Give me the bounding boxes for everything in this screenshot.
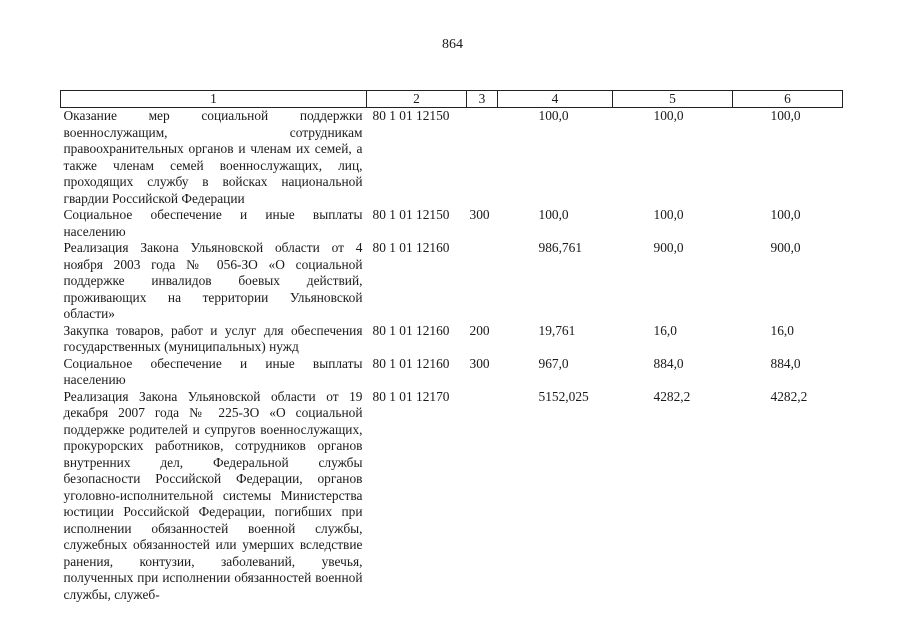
value-col-4: 100,0: [538, 108, 569, 123]
col-header-1: 1: [61, 91, 367, 108]
value-col-6: 4282,2: [770, 388, 808, 404]
table-row: [61, 240, 843, 323]
table-row: [61, 323, 843, 356]
expense-type: [467, 240, 498, 323]
target-code: 80 1 01 12160: [372, 322, 450, 338]
table-row: [61, 108, 843, 208]
value-col-4: 5152,025: [538, 388, 589, 404]
value-col-5: 100,0: [653, 207, 684, 222]
row-description: Социальное обеспечение и иные выплаты населению: [63, 207, 363, 239]
row-description: Закупка товаров, работ и услуг для обеспечения государственных (муниципальных) нужд: [63, 322, 363, 354]
table-row: [61, 207, 843, 240]
value-col-6: 100,0: [770, 207, 801, 222]
col-header-2: 2: [367, 91, 467, 108]
value-col-6: 100,0: [770, 108, 801, 123]
value-col-6: 16,0: [770, 322, 794, 338]
value-col-4: 19,761: [538, 322, 576, 338]
value-col-4: 986,761: [538, 240, 583, 255]
value-col-4: 967,0: [538, 355, 569, 371]
row-description: Оказание мер социальной поддержки военнослужащим, сотрудникам правоохранительных органов и членам их семей, а также членам семей военнослужащих, лиц, проходящих службу в войсках национальной гвардии Российской Федерации: [63, 108, 363, 206]
target-code: 80 1 01 12160: [372, 240, 450, 255]
expense-type: 300: [469, 355, 490, 371]
value-col-5: 900,0: [653, 240, 684, 255]
value-col-6: 900,0: [770, 240, 801, 255]
value-col-6: 884,0: [770, 355, 801, 371]
target-code: 80 1 01 12170: [372, 388, 450, 404]
page-number: 864: [442, 37, 463, 52]
target-code: 80 1 01 12150: [372, 207, 450, 222]
col-header-3: 3: [467, 91, 498, 108]
row-description: Социальное обеспечение и иные выплаты населению: [63, 355, 363, 387]
table-row: [61, 356, 843, 389]
value-col-4: 100,0: [538, 207, 569, 222]
value-col-5: 4282,2: [653, 388, 691, 404]
value-col-5: 16,0: [653, 322, 677, 338]
col-header-6: 6: [733, 91, 843, 108]
budget-table: [60, 90, 843, 603]
header-row: [61, 91, 843, 108]
value-col-5: 100,0: [653, 108, 684, 123]
table-row: [61, 389, 843, 604]
expense-type: [467, 389, 498, 604]
expense-type: [467, 108, 498, 208]
expense-type: 200: [469, 322, 490, 338]
col-header-5: 5: [613, 91, 733, 108]
row-description: Реализация Закона Ульяновской области от 19 декабря 2007 года № 225-ЗО «О социальной поддержке родителей и супругов военнослужащих, прокурорских работников, сотрудников органов внутренних дел, Федеральной службы безопасности Российской Федерации, органов уголовно-исполнительной системы Министерства юстиции Российской Федерации, погибших при исполнении обязанностей военной службы, служебных обязанностей или умерших вследствие ранения, контузии, заболеваний, увечья, полученных при исполнении обязанностей военной службы, служеб-: [63, 388, 363, 602]
target-code: 80 1 01 12160: [372, 355, 450, 371]
expense-type: 300: [469, 207, 490, 222]
target-code: 80 1 01 12150: [372, 108, 450, 123]
col-header-4: 4: [498, 91, 613, 108]
value-col-5: 884,0: [653, 355, 684, 371]
row-description: Реализация Закона Ульяновской области от 4 ноября 2003 года № 056-ЗО «О социальной поддержке инвалидов боевых действий, проживающих на территории Ульяновской области»: [63, 240, 363, 321]
